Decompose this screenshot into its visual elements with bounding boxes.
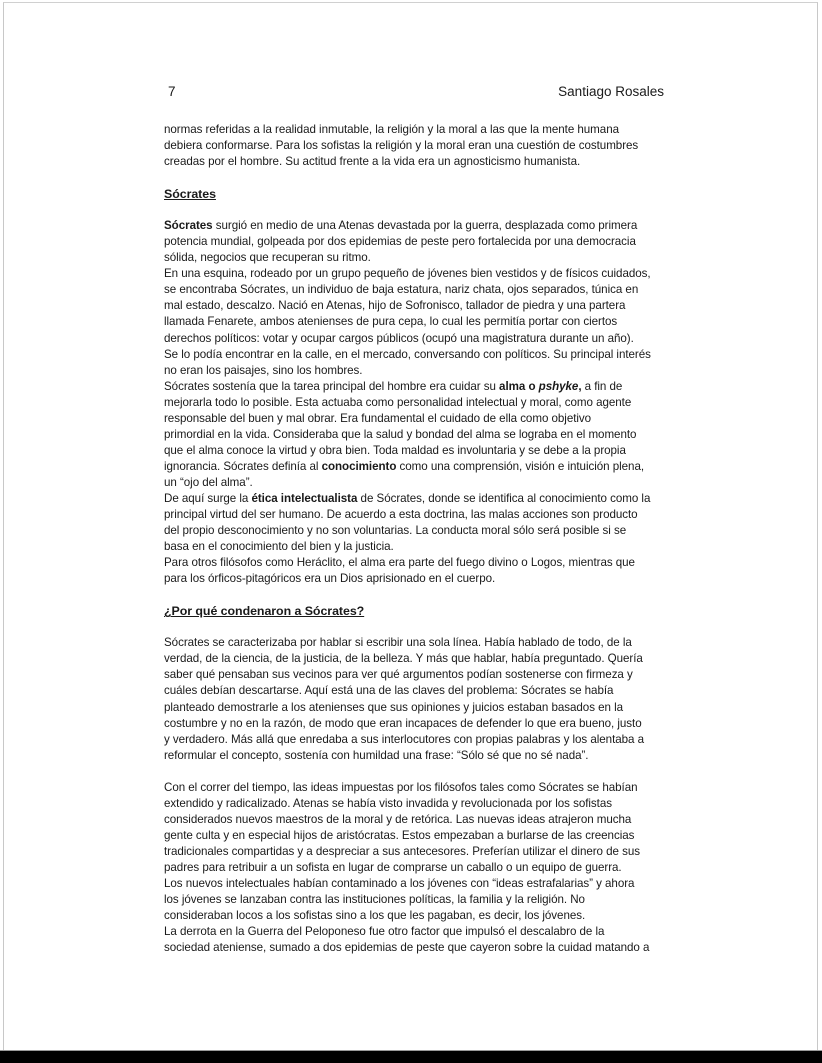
paragraph-line: Los nuevos intelectuales habían contaminado a los jóvenes con “ideas estrafalarias” y ahora [164, 876, 635, 890]
paragraph-line: reformular el concepto, sostenía con humildad una frase: “Sólo sé que no sé nada”. [164, 748, 589, 762]
paragraph-line: Sócrates surgió en medio de una Atenas devastada por la guerra, desplazada como primera [164, 219, 638, 233]
paragraph-line: saber qué pensaban sus vecinos para ver qué argumentos podían sostenerse con firmeza y [164, 668, 633, 682]
paragraph-line: un “ojo del alma”. [164, 475, 253, 489]
paragraph-line: costumbre y no en la razón, de modo que eran incapaces de defender lo que era bueno, justo [164, 716, 642, 730]
paragraph-line: Sócrates se caracterizaba por hablar si escribir una sola línea. Había hablado de todo, de la [164, 636, 632, 650]
paragraph-line: mal estado, descalzo. Nació en Atenas, hijo de Sofronisco, tallador de piedra y una partera [164, 299, 626, 313]
paragraph-line: para los órficos-pitagóricos era un Dios aprisionado en el cuerpo. [164, 572, 496, 586]
paragraph-line: verdad, de la ciencia, de la justicia, de la belleza. Y más que hablar, había preguntado. Quería [164, 652, 643, 666]
paragraph-line: no eran los paisajes, sino los hombres. [164, 363, 363, 377]
paragraph-line: potencia mundial, golpeada por dos epidemias de peste pero fortalecida por una democracia [164, 235, 636, 249]
paragraph-line: tradicionales compartidas y a despreciar a sus antecesores. Preferían utilizar el dinero de sus [164, 844, 640, 858]
paragraph-line: planteado demostrarle a los atenienses que sus opiniones y juicios estaban basados en la [164, 700, 624, 714]
bold-term: alma o [499, 379, 539, 393]
spacer [164, 764, 664, 780]
page-header [168, 84, 664, 102]
intro-line: creadas por el hombre. Su actitud frente a la vida era un agnosticismo humanista. [164, 155, 581, 169]
paragraph-line: y verdadero. Más allá que enredaba a sus interlocutores con propias palabras y los alentaba a [164, 732, 645, 746]
paragraph-line: Con el correr del tiempo, las ideas impuestas por los filósofos tales como Sócrates se habían [164, 780, 638, 794]
paragraph-line: Para otros filósofos como Heráclito, el alma era parte del fuego divino o Logos, mientras que [164, 556, 635, 570]
paragraph-line: Sócrates sostenía que la tarea principal del hombre era cuidar su alma o pshyke, a fin de [164, 379, 623, 393]
paragraph-line: De aquí surge la ética intelectualista de Sócrates, donde se identifica al conocimiento como la [164, 491, 651, 505]
intro-line: debiera conformarse. Para los sofistas la religión y la moral eran una cuestión de costumbres [164, 139, 639, 153]
bold-italic-term: pshyke [538, 379, 579, 393]
paragraph-line: responsable del buen y mal obrar. Era fundamental el cuidado de ella como objetivo [164, 411, 592, 425]
paragraph-line: basa en el conocimiento del bien y la justicia. [164, 540, 394, 554]
bold-term: Sócrates [164, 219, 213, 233]
spacer [164, 587, 664, 603]
viewer-bottom-bar [0, 1050, 822, 1063]
paragraph-line: En una esquina, rodeado por un grupo pequeño de jóvenes bien vestidos y de físicos cuidados, [164, 267, 651, 281]
paragraph-line: principal virtud del ser humano. De acuerdo a esta doctrina, las malas acciones son producto [164, 508, 638, 522]
header-author: Santiago Rosales [558, 84, 664, 99]
spacer [164, 202, 664, 218]
paragraph-line: La derrota en la Guerra del Peloponeso fue otro factor que impulsó el descalabro de la [164, 925, 605, 939]
paragraph-line: que el alma conoce la virtud y obra bien. Toda maldad es involuntaria y se debe a la propia [164, 443, 626, 457]
paragraph-line: llamada Fenarete, ambos atenienses de pura cepa, lo cual les permitía portar con ciertos [164, 315, 618, 329]
paragraph-line: mejorarla todo lo posible. Esta actuaba como personalidad intelectual y moral, como agente [164, 395, 632, 409]
page-number: 7 [168, 84, 176, 99]
paragraph-line: ignorancia. Sócrates definía al conocimiento como una comprensión, visión e intuición plena, [164, 459, 645, 473]
document-body [164, 122, 664, 956]
spacer [164, 619, 664, 635]
section-heading-condena: ¿Por qué condenaron a Sócrates? [164, 604, 365, 619]
paragraph-line: los jóvenes se lanzaban contra las instituciones políticas, la familia y la religión. No [164, 893, 585, 907]
paragraph-line: extendido y radicalizado. Atenas se había visto invadida y revolucionada por los sofistas [164, 796, 612, 810]
paragraph-line: gente culta y en especial hijos de aristócratas. Estos empezaban a burlarse de las creencias [164, 828, 635, 842]
paragraph-line: derechos políticos: votar y ocupar cargos públicos (ocupó una magistratura durante un año). [164, 331, 634, 345]
paragraph-line: primordial en la vida. Consideraba que la salud y bondad del alma se lograba en el momento [164, 427, 637, 441]
spacer [164, 170, 664, 186]
paragraph-line: cuáles debían descartarse. Aquí está una de las claves del problema: Sócrates se había [164, 684, 614, 698]
paragraph-line: se encontraba Sócrates, un individuo de baja estatura, nariz chata, ojos separados, túnica en [164, 283, 639, 297]
paragraph-line: sólida, negocios que recuperan su ritmo. [164, 251, 371, 265]
intro-line: normas referidas a la realidad inmutable, la religión y la moral a las que la mente humana [164, 123, 619, 136]
paragraph-line: padres para retribuir a un sofista en lugar de comprarse un caballo o un equipo de guerra. [164, 860, 622, 874]
paragraph-line: Se lo podía encontrar en la calle, en el mercado, conversando con políticos. Su principal interés [164, 347, 651, 361]
paragraph-line: sociedad ateniense, sumado a dos epidemias de peste que cayeron sobre la cuidad matando a [164, 941, 650, 955]
paragraph-line: considerados nuevos maestros de la moral y de retórica. Las nuevas ideas atrajeron mucha [164, 812, 632, 826]
paragraph-line: consideraban locos a los sofistas sino a los que les pagaban, es decir, los jóvenes. [164, 909, 586, 923]
paragraph-line: del propio desconocimiento y no son voluntarias. La conducta moral sólo será posible si se [164, 524, 627, 538]
bold-term: conocimiento [321, 459, 397, 473]
bold-term: ética intelectualista [251, 491, 358, 505]
section-heading-socrates: Sócrates [164, 187, 216, 202]
